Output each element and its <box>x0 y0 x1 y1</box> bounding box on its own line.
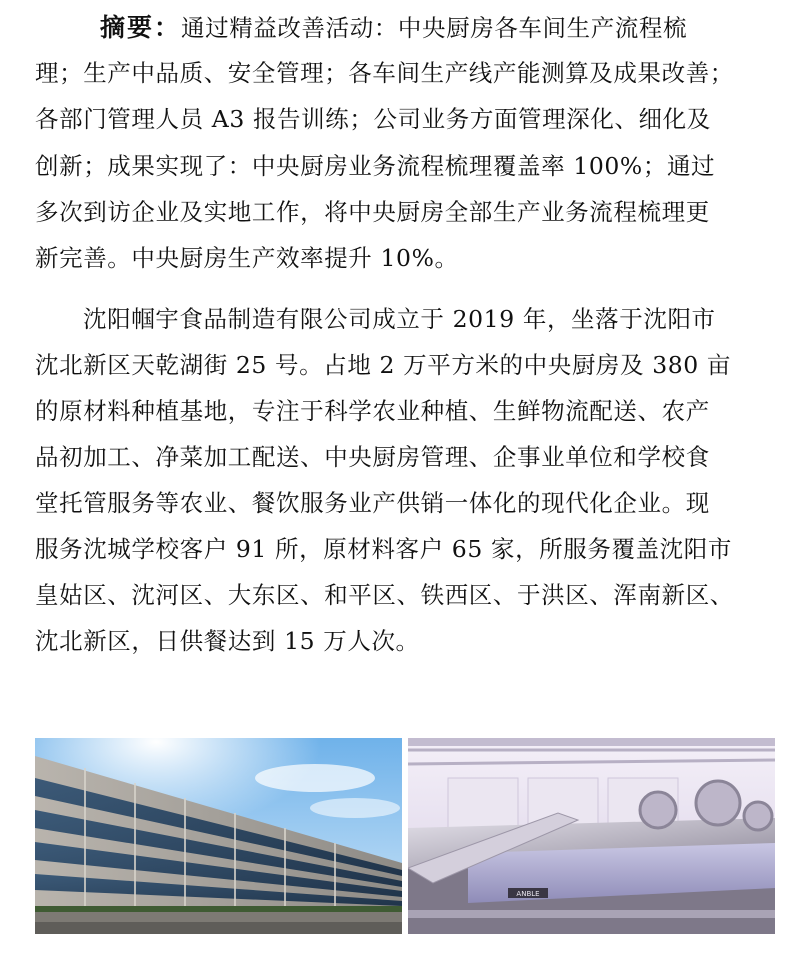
abstract-line-5: 多次到访企业及实地工作，将中央厨房全部生产业务流程梳理更 <box>35 198 710 226</box>
abstract-line-4: 创新；成果实现了：中央厨房业务流程梳理覆盖率 100%；通过 <box>35 152 716 180</box>
intro-line-5: 堂托管服务等农业、餐饮服务业产供销一体化的现代化企业。现 <box>35 489 710 517</box>
intro-line-8: 沈北新区，日供餐达到 15 万人次。 <box>35 627 420 655</box>
abstract-line-1-text: 通过精益改善活动：中央厨房各车间生产流程梳 <box>181 14 688 42</box>
abstract-line-1 <box>100 8 780 48</box>
building-image <box>35 738 402 934</box>
intro-line-3: 的原材料种植基地，专注于科学农业种植、生鲜物流配送、农产 <box>35 397 710 425</box>
intro-line-7: 皇姑区、沈河区、大东区、和平区、铁西区、于洪区、浑南新区、 <box>35 581 734 609</box>
intro-line-2: 沈北新区天乾湖街 25 号。占地 2 万平方米的中央厨房及 380 亩 <box>35 351 732 379</box>
kitchen-image <box>408 738 775 934</box>
intro-line-6: 服务沈城学校客户 91 所，原材料客户 65 家，所服务覆盖沈阳市 <box>35 535 732 563</box>
abstract-line-6: 新完善。中央厨房生产效率提升 10%。 <box>35 244 459 272</box>
abstract-line-2: 理；生产中品质、安全管理；各车间生产线产能测算及成果改善； <box>35 59 734 87</box>
intro-line-1: 沈阳帼宇食品制造有限公司成立于 2019 年，坐落于沈阳市 <box>83 305 716 333</box>
abstract-label: 摘要： <box>100 13 182 42</box>
kitchen-photo <box>408 738 775 934</box>
machine-brand-plate: ANBLE <box>516 890 540 898</box>
abstract-line-3: 各部门管理人员 A3 报告训练；公司业务方面管理深化、细化及 <box>35 105 711 133</box>
intro-line-4: 品初加工、净菜加工配送、中央厨房管理、企事业单位和学校食 <box>35 443 710 471</box>
building-photo <box>35 738 402 934</box>
